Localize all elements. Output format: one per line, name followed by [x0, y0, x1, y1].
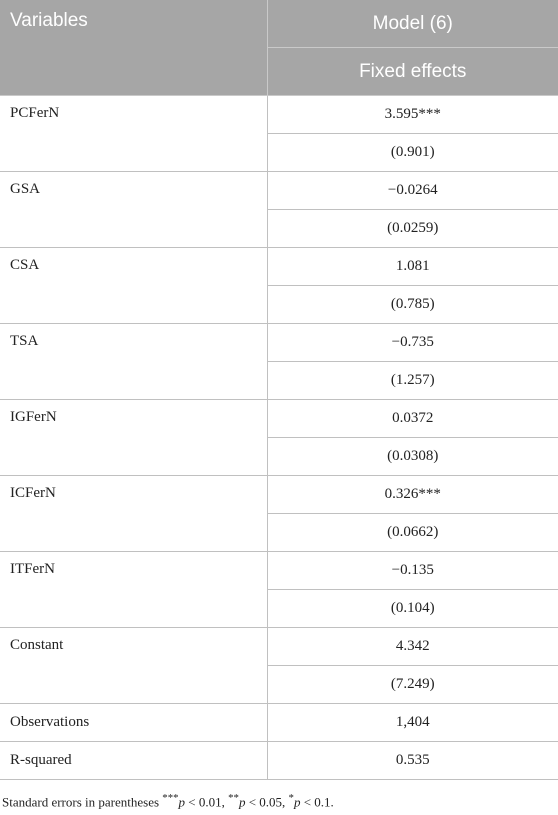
footnote-text: < 0.1.	[300, 794, 334, 810]
footnote-text: < 0.05,	[245, 794, 289, 810]
footnote-stars: *	[288, 792, 294, 804]
standard-error-cell: (0.0308)	[267, 438, 558, 476]
table-footnote	[0, 780, 558, 810]
model-header: Model (6)	[267, 0, 558, 48]
coefficient-cell: 0.326***	[267, 476, 558, 514]
variable-name-cell: CSA	[0, 248, 267, 324]
statistic-value-cell: 0.535	[267, 742, 558, 780]
table-row	[0, 742, 558, 780]
coefficient-cell: 0.0372	[267, 400, 558, 438]
variable-name-cell: Constant	[0, 628, 267, 704]
variable-name-cell: PCFerN	[0, 96, 267, 172]
coefficient-cell: 4.342	[267, 628, 558, 666]
footnote-text: Standard errors in parentheses	[2, 794, 163, 810]
standard-error-cell: (0.0259)	[267, 210, 558, 248]
footnote-stars: ***	[162, 792, 179, 804]
table-row	[0, 324, 558, 362]
table-row	[0, 96, 558, 134]
standard-error-cell: (0.785)	[267, 286, 558, 324]
standard-error-cell: (0.0662)	[267, 514, 558, 552]
variable-name-cell: TSA	[0, 324, 267, 400]
coefficient-cell: −0.0264	[267, 172, 558, 210]
standard-error-cell: (0.104)	[267, 590, 558, 628]
table-row	[0, 552, 558, 590]
footnote-p: p	[293, 794, 301, 810]
footnote-p: p	[178, 794, 186, 810]
coefficient-cell: −0.135	[267, 552, 558, 590]
table-row	[0, 400, 558, 438]
footnote-stars: **	[228, 792, 239, 804]
variable-name-cell: GSA	[0, 172, 267, 248]
standard-error-cell: (0.901)	[267, 134, 558, 172]
coefficient-cell: 1.081	[267, 248, 558, 286]
variable-name-cell: ICFerN	[0, 476, 267, 552]
coefficient-cell: 3.595***	[267, 96, 558, 134]
statistic-value-cell: 1,404	[267, 704, 558, 742]
table-row	[0, 248, 558, 286]
variable-name-cell: ITFerN	[0, 552, 267, 628]
standard-error-cell: (1.257)	[267, 362, 558, 400]
footnote-text: < 0.01,	[185, 794, 229, 810]
fixed-effects-header: Fixed effects	[267, 48, 558, 96]
variables-header: Variables	[0, 0, 267, 96]
table-row	[0, 628, 558, 666]
standard-error-cell: (7.249)	[267, 666, 558, 704]
table-row	[0, 476, 558, 514]
statistic-label-cell: R-squared	[0, 742, 267, 780]
table-row	[0, 172, 558, 210]
statistic-label-cell: Observations	[0, 704, 267, 742]
coefficient-cell: −0.735	[267, 324, 558, 362]
table-row	[0, 704, 558, 742]
footnote-p: p	[238, 794, 246, 810]
table-body	[0, 96, 558, 780]
variable-name-cell: IGFerN	[0, 400, 267, 476]
